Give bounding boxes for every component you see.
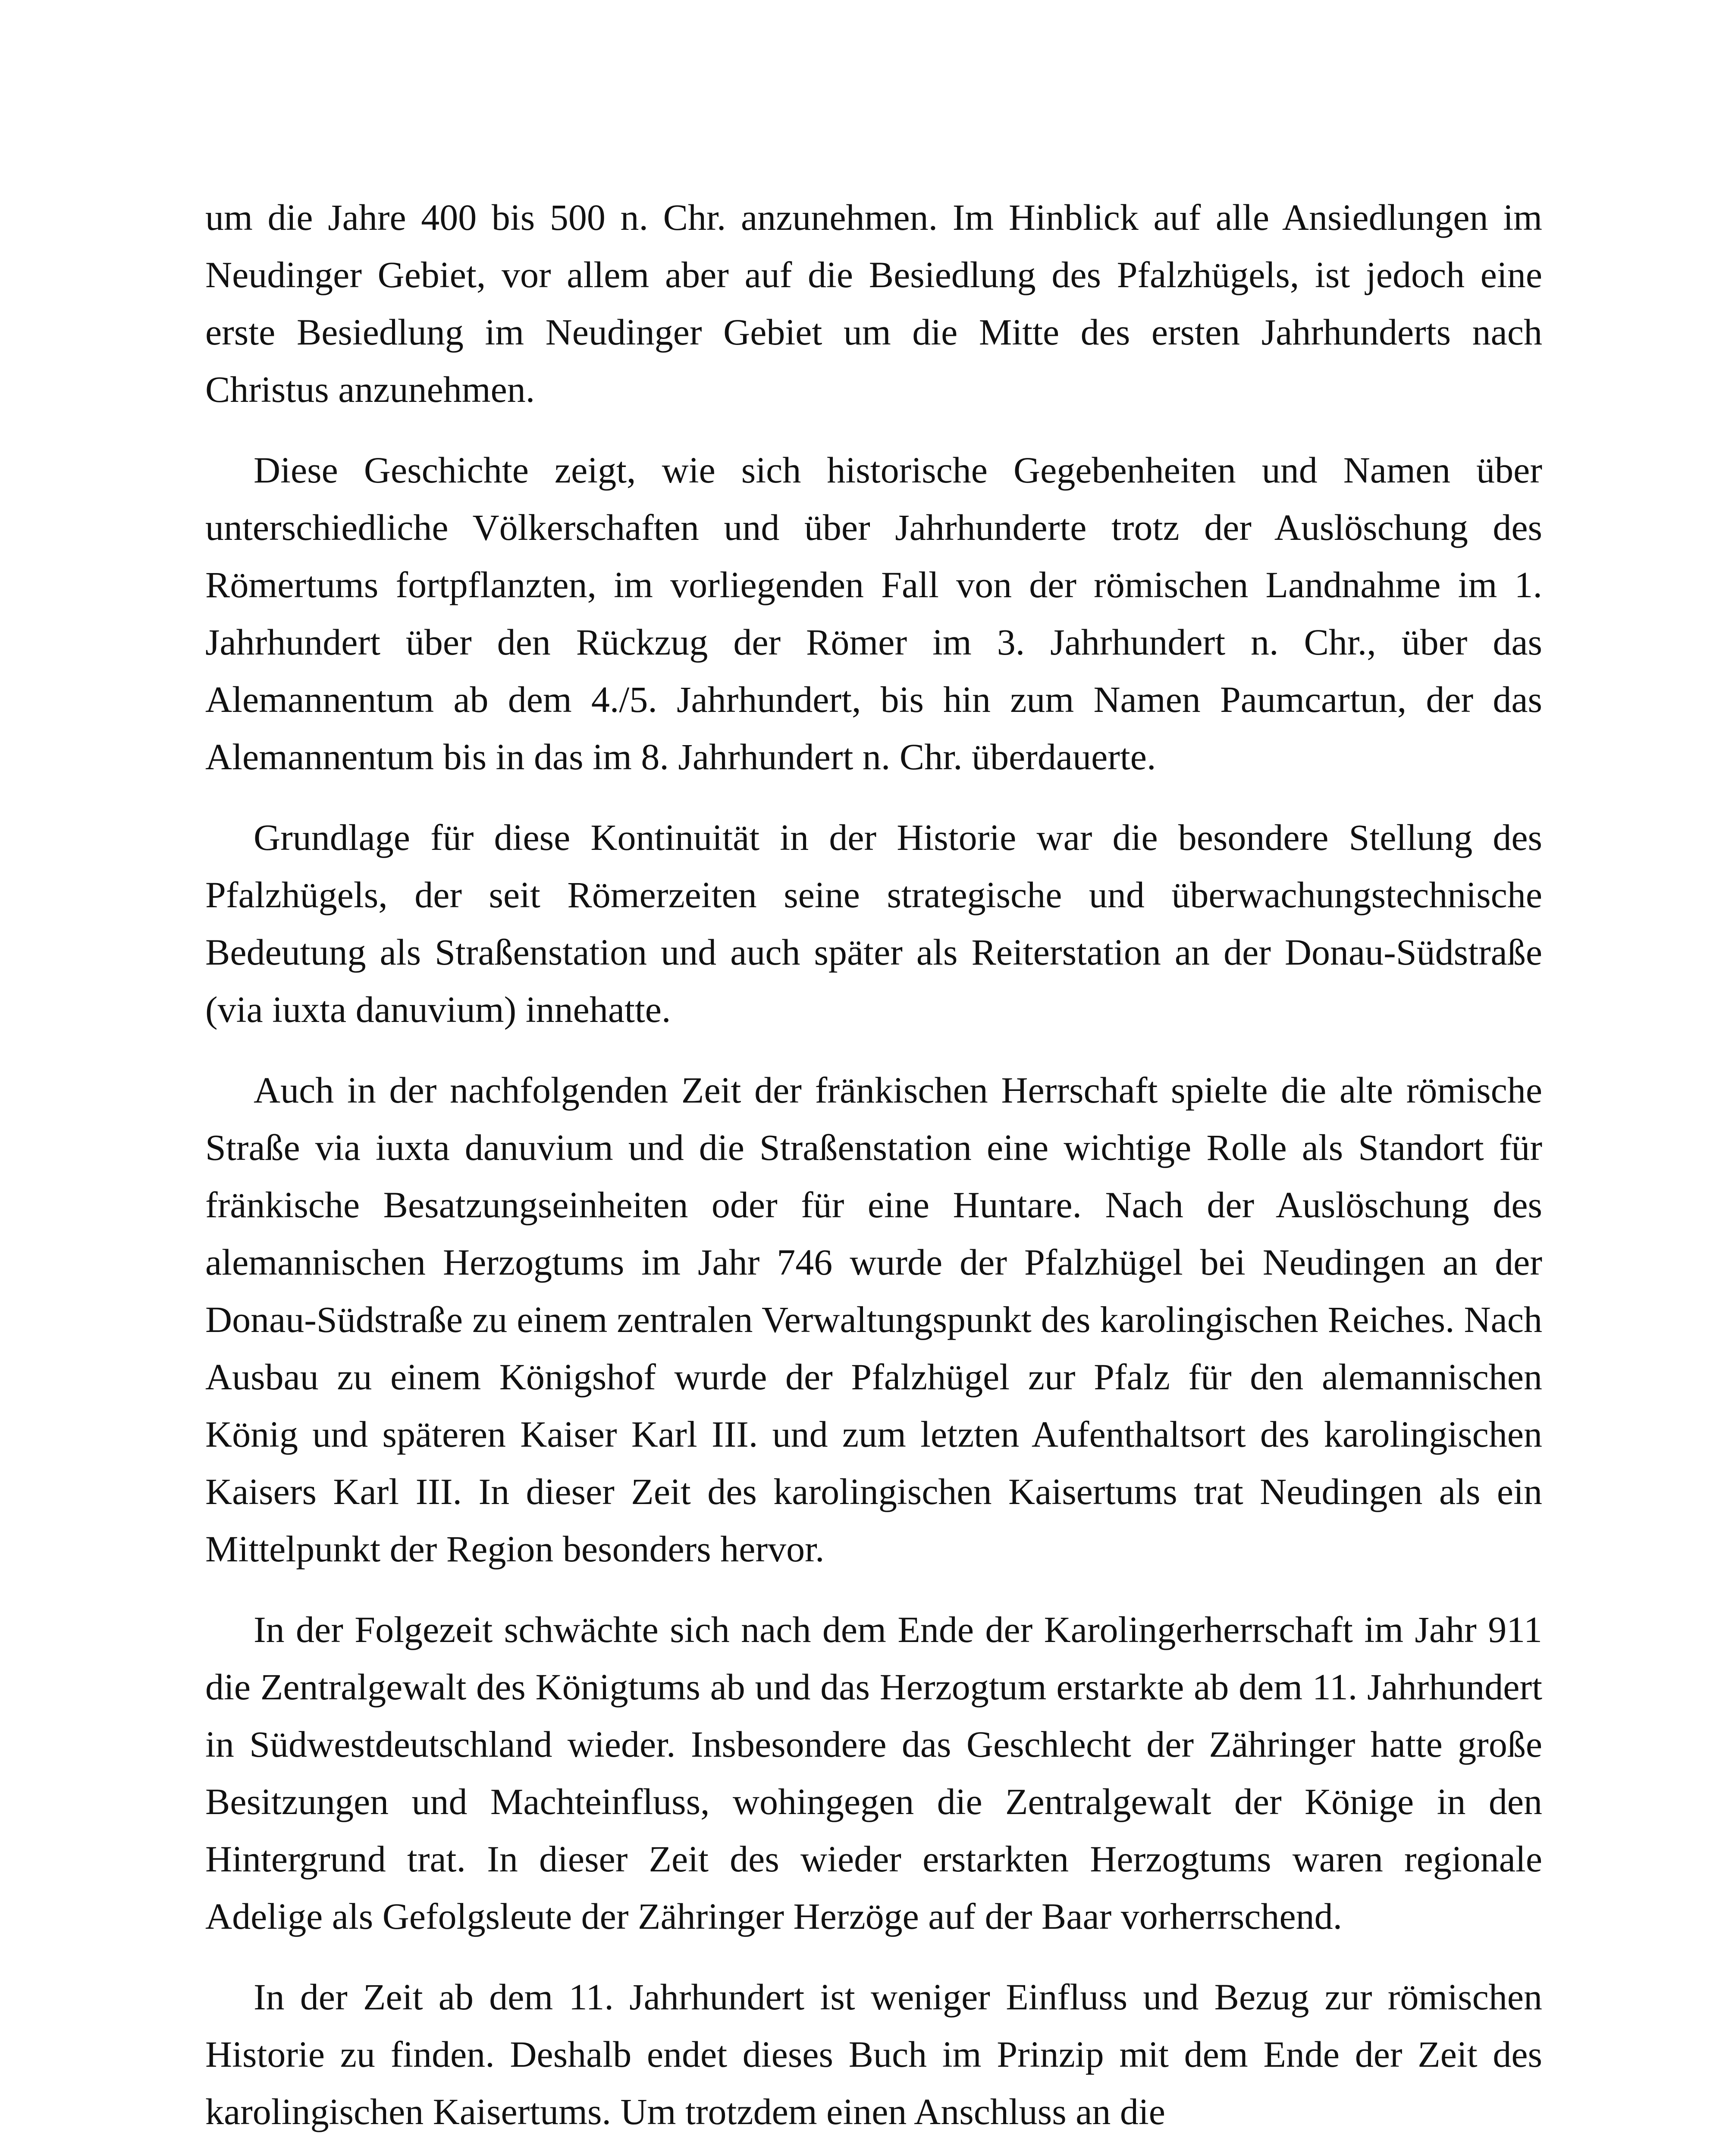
- paragraph: Diese Geschichte zeigt, wie sich historische Gegebenheiten und Namen über unterschiedliche Völkerschaften und über Jahrhunderte trotz der Auslöschung des Römertums fortpflanzten, im vorliegenden Fall von der römischen Landnahme im 1. Jahrhundert über den Rückzug der Römer im 3. Jahrhundert n. Chr., über das Alemannentum ab dem 4./5. Jahrhundert, bis hin zum Namen Paumcartun, der das Alemannentum bis in das im 8. Jahrhundert n. Chr. überdauerte.: [205, 449, 1542, 777]
- paragraph: In der Zeit ab dem 11. Jahrhundert ist weniger Einfluss und Bezug zur römischen Historie zu finden. Deshalb endet dieses Buch im Prinzip mit dem Ende der Zeit des karolingischen Kaisertums. Um trotzdem einen Anschluss an die: [205, 1976, 1542, 2132]
- paragraph: Grundlage für diese Kontinuität in der Historie war die besondere Stellung des Pfalzhügels, der seit Römerzeiten seine strategische und überwachungstechnische Bedeutung als Straßenstation und auch später als Reiterstation an der Donau-Südstraße (via iuxta danuvium) innehatte.: [205, 817, 1542, 1030]
- paragraph: In der Folgezeit schwächte sich nach dem Ende der Karolingerherrschaft im Jahr 911 die Zentralgewalt des Königtums ab und das Herzogtum erstarkte ab dem 11. Jahrhundert in Südwestdeutschland wieder. Insbesondere das Geschlecht der Zähringer hatte große Besitzungen und Machteinfluss, wohingegen die Zentralgewalt der Könige in den Hintergrund trat. In dieser Zeit des wieder erstarkten Herzogtums waren regionale Adelige als Gefolgsleute der Zähringer Herzöge auf der Baar vorherrschend.: [205, 1609, 1542, 1937]
- paragraph: Auch in der nachfolgenden Zeit der fränkischen Herrschaft spielte die alte römische Straße via iuxta danuvium und die Straßenstation eine wichtige Rolle als Standort für fränkische Besatzungseinheiten oder für eine Huntare. Nach der Auslöschung des alemannischen Herzogtums im Jahr 746 wurde der Pfalzhügel bei Neudingen an der Donau-Südstraße zu einem zentralen Verwaltungspunkt des karolingischen Reiches. Nach Ausbau zu einem Königshof wurde der Pfalzhügel zur Pfalz für den alemannischen König und späteren Kaiser Karl III. und zum letzten Aufenthaltsort des karolingischen Kaisers Karl III. In dieser Zeit des karolingischen Kaisertums trat Neudingen als ein Mittelpunkt der Region besonders hervor.: [205, 1069, 1542, 1570]
- body-text: [205, 189, 1542, 2156]
- paragraph-continued: um die Jahre 400 bis 500 n. Chr. anzunehmen. Im Hinblick auf alle Ansiedlungen im Neudinger Gebiet, vor allem aber auf die Besiedlung des Pfalzhügels, ist jedoch eine erste Besiedlung im Neudinger Gebiet um die Mitte des ersten Jahrhunderts nach Christus anzunehmen.: [205, 197, 1542, 410]
